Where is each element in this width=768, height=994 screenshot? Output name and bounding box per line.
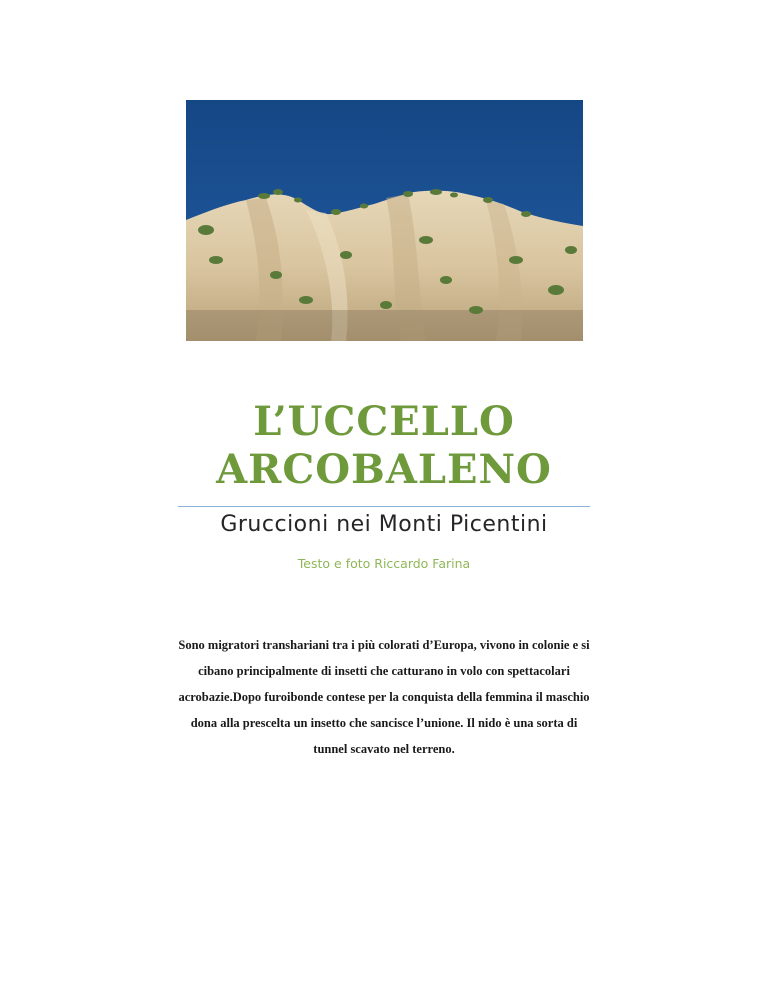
byline: Testo e foto Riccardo Farina <box>297 556 471 571</box>
cover-photo <box>186 100 583 341</box>
subtitle: Gruccioni nei Monti Picentini <box>220 512 548 537</box>
intro-paragraph: Sono migratori transhariani tra i più colorati d’Europa, vivono in colonie e si cibano principalmente di insetti che catturano in volo con spettacolari acrobazie.Dopo furoibonde contese per la conquista della femmina il maschio dona alla prescelta un insetto che sancisce l’unione. Il nido è una sorta di tunnel scavato nel terreno. <box>178 638 590 756</box>
page-title <box>0 398 768 494</box>
title-divider <box>178 506 590 507</box>
title-line-1: L’UCCELLO <box>253 398 515 445</box>
landscape-photo-icon <box>186 100 583 341</box>
title-line-2: ARCOBALENO <box>216 446 552 493</box>
